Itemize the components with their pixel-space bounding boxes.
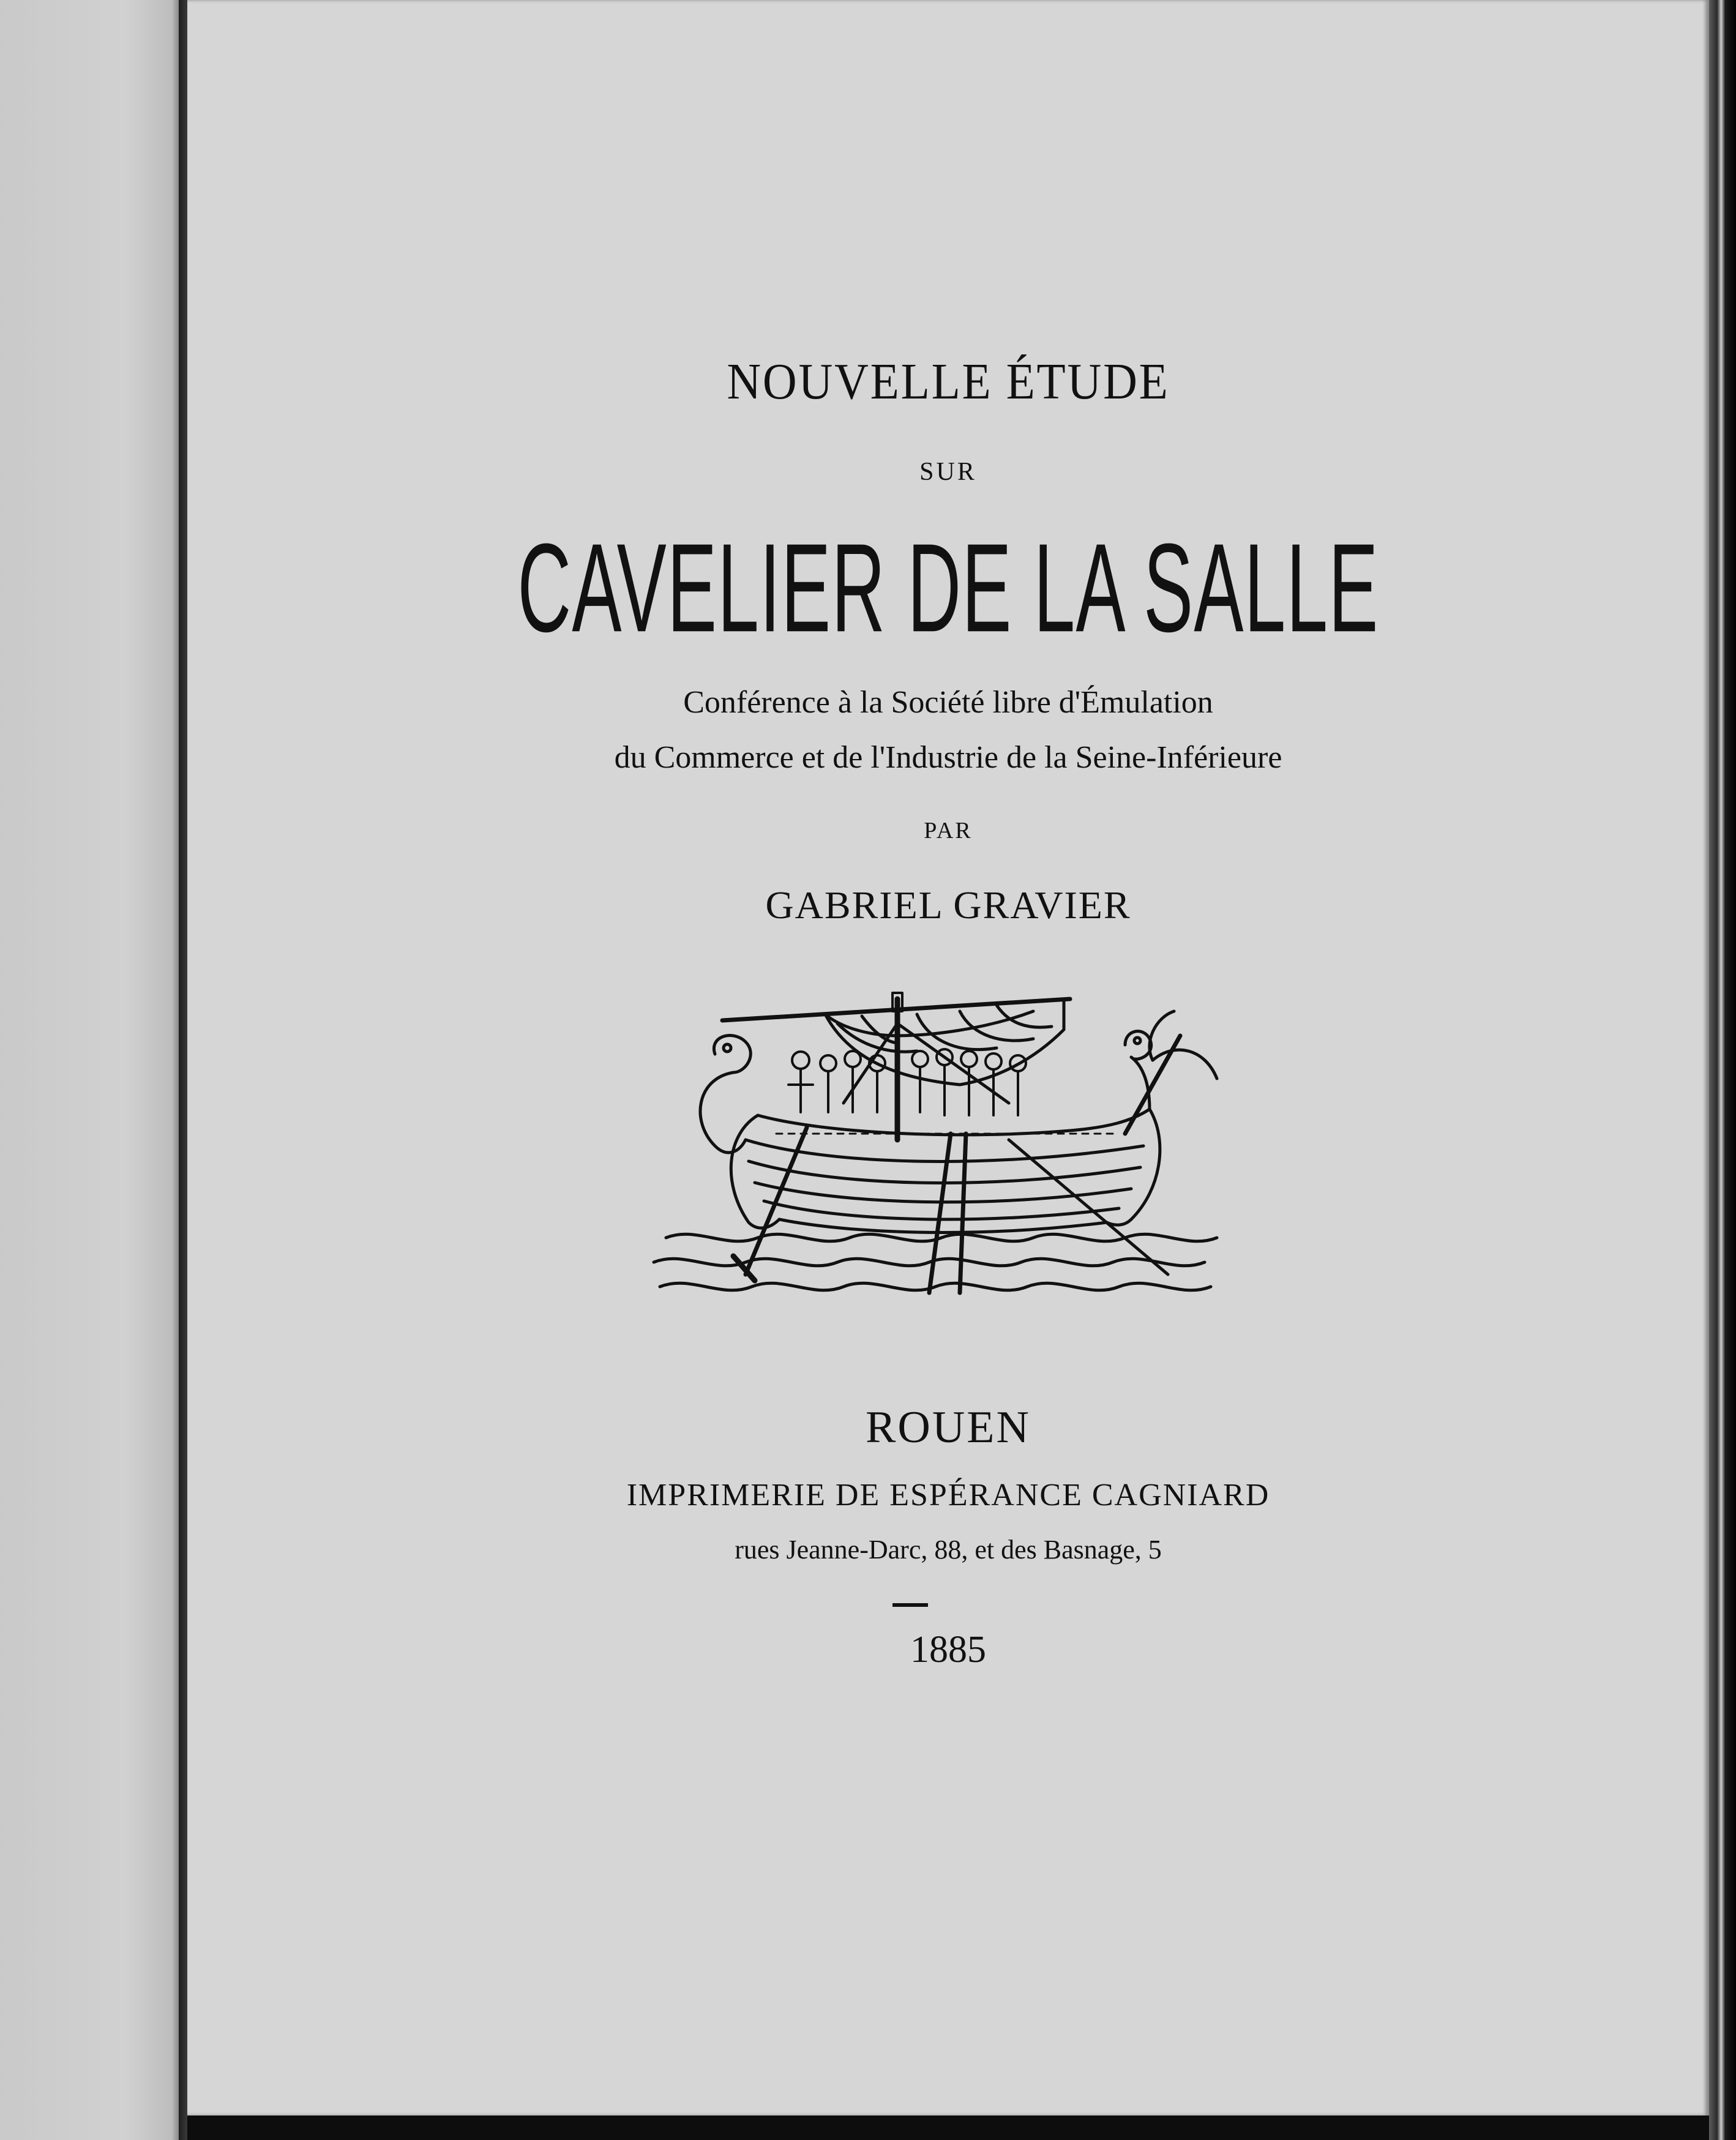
subtitle-line-2: du Commerce et de l'Industrie de la Seine-Inférieure [614, 740, 1282, 775]
separator-rule [892, 1603, 928, 1607]
publication-city: ROUEN [866, 1402, 1031, 1453]
subtitle-line-1: Conférence à la Société libre d'Émulation [683, 685, 1213, 720]
page-right-edge [1709, 0, 1736, 2140]
printer-name: IMPRIMERIE DE ESPÉRANCE CAGNIARD [626, 1478, 1270, 1513]
left-facing-page-strip [0, 0, 179, 2140]
main-title: CAVELIER DE LA SALLE [517, 517, 1379, 659]
title-page [187, 0, 1709, 2116]
title-line-1: NOUVELLE ÉTUDE [727, 353, 1170, 410]
printer-address: rues Jeanne-Darc, 88, et des Basnage, 5 [735, 1535, 1162, 1565]
publication-year: 1885 [910, 1629, 986, 1670]
author-name: GABRIEL GRAVIER [765, 883, 1131, 927]
title-line-2: SUR [919, 458, 977, 486]
by-label: PAR [924, 818, 973, 844]
viking-ship-illustration [642, 987, 1364, 1305]
book-gutter [179, 0, 187, 2140]
page-bottom-edge [187, 2116, 1709, 2140]
